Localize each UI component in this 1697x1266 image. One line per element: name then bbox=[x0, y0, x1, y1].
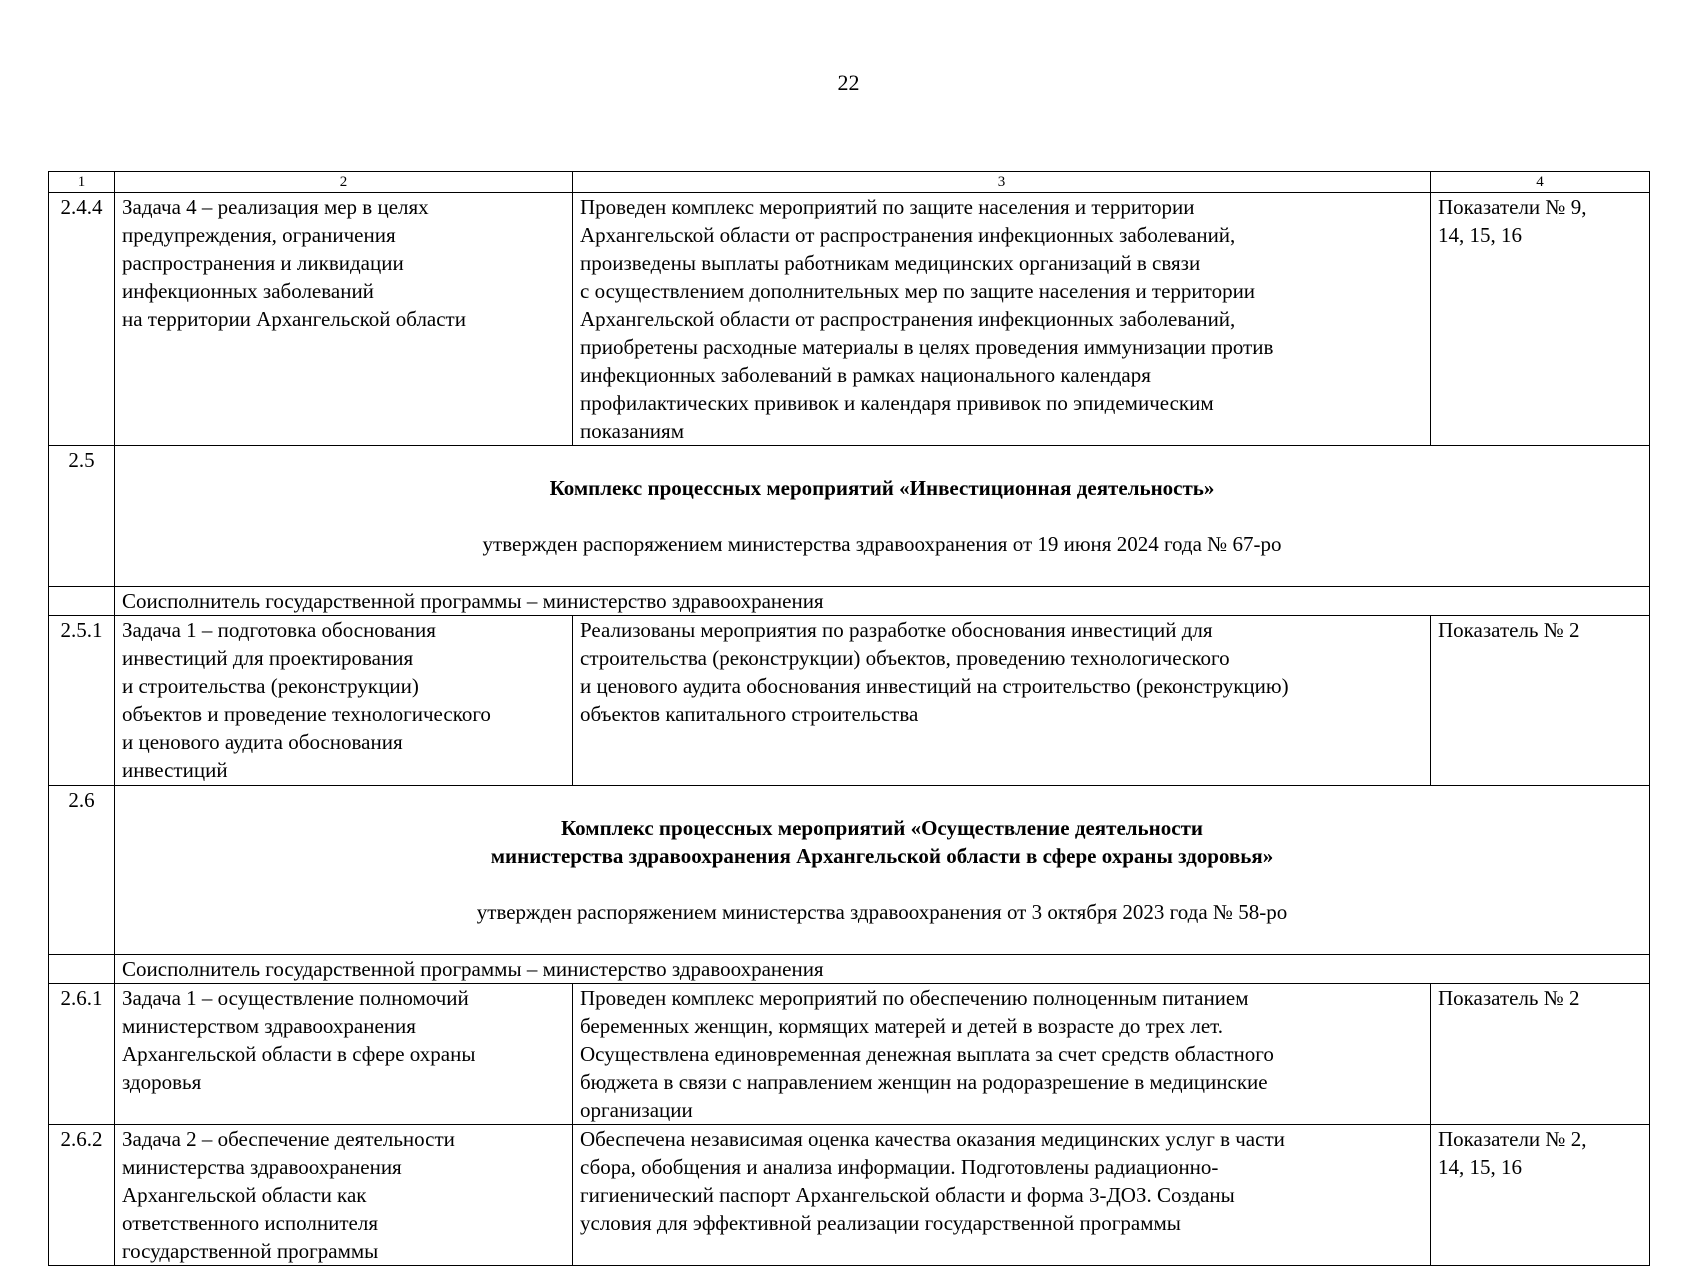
task-cell: Задача 1 – подготовка обоснования инвестиций для проектирования и строительства (реконструкции) объектов и проведение технологического и ценового аудита обоснования инвестиций bbox=[115, 616, 573, 786]
table-row bbox=[49, 1125, 1650, 1266]
row-number: 2.6.2 bbox=[49, 1125, 115, 1266]
empty-cell bbox=[1431, 587, 1650, 616]
section-approval: утвержден распоряжением министерства здравоохранения от 19 июня 2024 года № 67-ро bbox=[482, 532, 1282, 556]
row-number: 2.4.4 bbox=[49, 193, 115, 446]
program-table bbox=[48, 171, 1650, 1266]
section-title-cell bbox=[115, 446, 1650, 587]
task-cell: Задача 4 – реализация мер в целях предупреждения, ограничения распространения и ликвидации инфекционных заболеваний на территории Архангельской области bbox=[115, 193, 573, 446]
row-number: 2.5 bbox=[49, 446, 115, 587]
coexecutor-row bbox=[49, 587, 1650, 616]
row-number: 2.5.1 bbox=[49, 616, 115, 786]
table-row bbox=[49, 984, 1650, 1125]
indicators-cell: Показатели № 2, 14, 15, 16 bbox=[1431, 1125, 1650, 1266]
indicators-cell: Показатели № 9, 14, 15, 16 bbox=[1431, 193, 1650, 446]
coexecutor-cell: Соисполнитель государственной программы – министерство здравоохранения bbox=[115, 955, 1650, 984]
column-number-1: 1 bbox=[49, 172, 115, 193]
section-approval: утвержден распоряжением министерства здравоохранения от 3 октября 2023 года № 58-ро bbox=[476, 900, 1288, 924]
empty-cell bbox=[49, 587, 115, 616]
column-number-2: 2 bbox=[115, 172, 573, 193]
table-row bbox=[49, 193, 1650, 446]
result-cell: Реализованы мероприятия по разработке обоснования инвестиций для строительства (реконструкции) объектов, проведению технологического и ценового аудита обоснования инвестиций на строительство (реконструкцию) объектов капитального строительства bbox=[573, 616, 1431, 786]
result-cell: Обеспечена независимая оценка качества оказания медицинских услуг в части сбора, обобщения и анализа информации. Подготовлены радиационно- гигиенический паспорт Архангельской области и форма 3-ДОЗ. Созданы условия для эффективной реализации государственной программы bbox=[573, 1125, 1431, 1266]
table-row bbox=[49, 616, 1650, 786]
task-cell: Задача 2 – обеспечение деятельности министерства здравоохранения Архангельской области как ответственного исполнителя государственной программы bbox=[115, 1125, 573, 1266]
section-title: Комплекс процессных мероприятий «Инвестиционная деятельность» bbox=[549, 476, 1215, 500]
section-title: Комплекс процессных мероприятий «Осуществление деятельности министерства здравоохранения Архангельской области в сфере охраны здоровья» bbox=[490, 816, 1274, 868]
section-title-cell bbox=[115, 786, 1650, 955]
page-number: 22 bbox=[837, 70, 860, 95]
task-cell: Задача 1 – осуществление полномочий министерством здравоохранения Архангельской области в сфере охраны здоровья bbox=[115, 984, 573, 1125]
row-number: 2.6 bbox=[49, 786, 115, 955]
column-number-3: 3 bbox=[573, 172, 1431, 193]
section-row bbox=[49, 786, 1650, 955]
result-cell: Проведен комплекс мероприятий по обеспечению полноценным питанием беременных женщин, кормящих матерей и детей в возрасте до трех лет. Осуществлена единовременная денежная выплата за счет средств областного бюджета в связи с направлением женщин на родоразрешение в медицинские организации bbox=[573, 984, 1431, 1125]
row-number: 2.6.1 bbox=[49, 984, 115, 1125]
indicators-cell: Показатель № 2 bbox=[1431, 616, 1650, 786]
section-row bbox=[49, 446, 1650, 587]
indicators-cell: Показатель № 2 bbox=[1431, 984, 1650, 1125]
table-header-row bbox=[49, 172, 1650, 193]
empty-cell bbox=[49, 955, 115, 984]
result-cell: Проведен комплекс мероприятий по защите населения и территории Архангельской области от распространения инфекционных заболеваний, произведены выплаты работникам медицинских организаций в связи с осуществлением дополнительных мер по защите населения и территории Архангельской области от распространения инфекционных заболеваний, приобретены расходные материалы в целях проведения иммунизации против инфекционных заболеваний в рамках национального календаря профилактических прививок и календаря прививок по эпидемическим показаниям bbox=[573, 193, 1431, 446]
coexecutor-cell: Соисполнитель государственной программы – министерство здравоохранения bbox=[115, 587, 1431, 616]
column-number-4: 4 bbox=[1431, 172, 1650, 193]
coexecutor-row bbox=[49, 955, 1650, 984]
